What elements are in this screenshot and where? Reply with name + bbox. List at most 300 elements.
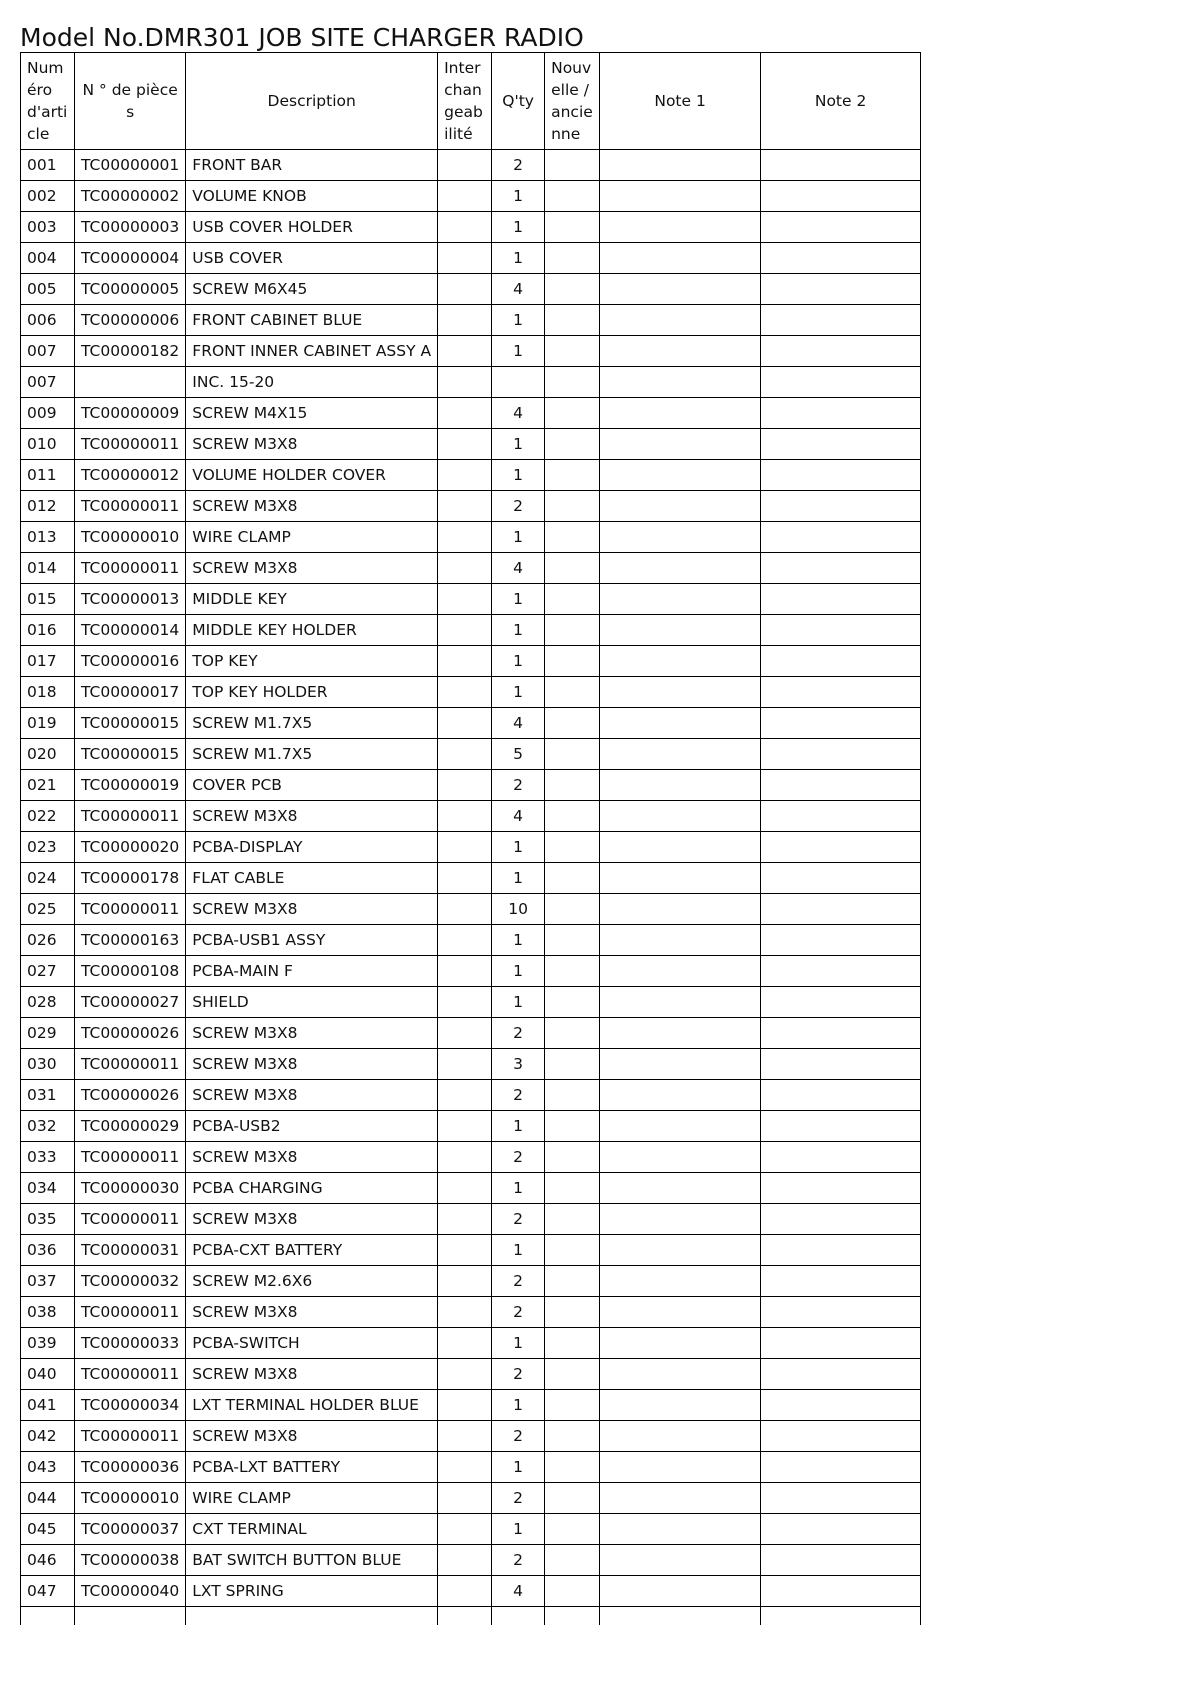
cell-description: SCREW M3X8	[186, 1297, 438, 1328]
cell-interchangeability	[438, 1452, 492, 1483]
cell-quantity: 5	[492, 739, 545, 770]
cell-new-old	[545, 584, 600, 615]
cell-part-number: TC00000015	[75, 708, 186, 739]
cell-item-number: 004	[21, 243, 75, 274]
cell-quantity: 1	[492, 925, 545, 956]
cell-item-number: 006	[21, 305, 75, 336]
cell-quantity: 1	[492, 1235, 545, 1266]
cell-note-2	[761, 305, 921, 336]
cell-part-number: TC00000001	[75, 150, 186, 181]
cell-part-number: TC00000011	[75, 801, 186, 832]
cell-interchangeability	[438, 646, 492, 677]
cell-item-number: 012	[21, 491, 75, 522]
cell-interchangeability	[438, 1545, 492, 1576]
cell-item-number: 005	[21, 274, 75, 305]
cell-item-number: 009	[21, 398, 75, 429]
cell-new-old	[545, 1359, 600, 1390]
cell-item-number: 022	[21, 801, 75, 832]
cell-description: SCREW M1.7X5	[186, 739, 438, 770]
cell-description: WIRE CLAMP	[186, 1483, 438, 1514]
cell-note-1	[600, 925, 761, 956]
cell-description: LXT TERMINAL HOLDER BLUE	[186, 1390, 438, 1421]
cell-item-number: 019	[21, 708, 75, 739]
cell-item-number: 031	[21, 1080, 75, 1111]
cell-item-number: 018	[21, 677, 75, 708]
cell-quantity: 1	[492, 181, 545, 212]
cell-note-1	[600, 1576, 761, 1607]
empty-cell	[600, 1607, 761, 1626]
empty-cell	[21, 1607, 75, 1626]
cell-quantity: 2	[492, 491, 545, 522]
cell-note-1	[600, 832, 761, 863]
cell-new-old	[545, 739, 600, 770]
cell-quantity: 1	[492, 956, 545, 987]
cell-note-2	[761, 1173, 921, 1204]
cell-description: FRONT INNER CABINET ASSY A	[186, 336, 438, 367]
cell-note-2	[761, 1080, 921, 1111]
cell-new-old	[545, 398, 600, 429]
cell-description: WIRE CLAMP	[186, 522, 438, 553]
table-row	[21, 1235, 921, 1266]
cell-description: TOP KEY HOLDER	[186, 677, 438, 708]
cell-note-1	[600, 460, 761, 491]
cell-note-1	[600, 1049, 761, 1080]
cell-note-2	[761, 956, 921, 987]
cell-new-old	[545, 708, 600, 739]
cell-item-number: 024	[21, 863, 75, 894]
cell-new-old	[545, 1080, 600, 1111]
cell-note-1	[600, 1452, 761, 1483]
cell-item-number: 033	[21, 1142, 75, 1173]
cell-item-number: 026	[21, 925, 75, 956]
cell-part-number: TC00000005	[75, 274, 186, 305]
cell-quantity: 1	[492, 429, 545, 460]
cell-part-number: TC00000040	[75, 1576, 186, 1607]
cell-note-1	[600, 1204, 761, 1235]
cell-note-2	[761, 770, 921, 801]
cell-part-number: TC00000004	[75, 243, 186, 274]
table-row	[21, 305, 921, 336]
cell-quantity: 2	[492, 1359, 545, 1390]
cell-new-old	[545, 1142, 600, 1173]
cell-quantity	[492, 367, 545, 398]
cell-item-number: 014	[21, 553, 75, 584]
table-row	[21, 1421, 921, 1452]
cell-note-1	[600, 1359, 761, 1390]
cell-new-old	[545, 553, 600, 584]
cell-part-number: TC00000036	[75, 1452, 186, 1483]
table-row	[21, 1452, 921, 1483]
cell-description: SCREW M1.7X5	[186, 708, 438, 739]
cell-part-number: TC00000011	[75, 553, 186, 584]
table-row	[21, 1576, 921, 1607]
cell-interchangeability	[438, 1576, 492, 1607]
cell-item-number: 041	[21, 1390, 75, 1421]
cell-note-1	[600, 1421, 761, 1452]
cell-interchangeability	[438, 801, 492, 832]
cell-part-number: TC00000037	[75, 1514, 186, 1545]
cell-item-number: 047	[21, 1576, 75, 1607]
cell-note-2	[761, 1328, 921, 1359]
cell-part-number: TC00000182	[75, 336, 186, 367]
cell-quantity: 1	[492, 584, 545, 615]
cell-part-number: TC00000003	[75, 212, 186, 243]
cell-interchangeability	[438, 739, 492, 770]
cell-description: SCREW M2.6X6	[186, 1266, 438, 1297]
cell-note-2	[761, 1018, 921, 1049]
cell-quantity: 1	[492, 1328, 545, 1359]
cell-quantity: 2	[492, 1545, 545, 1576]
cell-part-number: TC00000014	[75, 615, 186, 646]
table-row	[21, 1111, 921, 1142]
cell-item-number: 025	[21, 894, 75, 925]
cell-note-1	[600, 956, 761, 987]
table-row	[21, 336, 921, 367]
cell-interchangeability	[438, 894, 492, 925]
table-row	[21, 1483, 921, 1514]
cell-quantity: 2	[492, 1080, 545, 1111]
table-row	[21, 1297, 921, 1328]
cell-interchangeability	[438, 398, 492, 429]
cell-interchangeability	[438, 1049, 492, 1080]
cell-item-number: 032	[21, 1111, 75, 1142]
table-row	[21, 646, 921, 677]
cell-note-2	[761, 1111, 921, 1142]
cell-interchangeability	[438, 925, 492, 956]
cell-interchangeability	[438, 1390, 492, 1421]
cell-description: SCREW M3X8	[186, 491, 438, 522]
cell-description: SCREW M3X8	[186, 801, 438, 832]
cell-note-1	[600, 1111, 761, 1142]
cell-note-2	[761, 1514, 921, 1545]
cell-interchangeability	[438, 832, 492, 863]
cell-note-1	[600, 615, 761, 646]
cell-part-number: TC00000020	[75, 832, 186, 863]
cell-quantity: 2	[492, 770, 545, 801]
parts-table	[20, 52, 921, 1625]
cell-note-2	[761, 832, 921, 863]
cell-note-2	[761, 181, 921, 212]
cell-note-1	[600, 739, 761, 770]
cell-note-2	[761, 491, 921, 522]
cell-new-old	[545, 243, 600, 274]
cell-description: PCBA-CXT BATTERY	[186, 1235, 438, 1266]
table-row	[21, 801, 921, 832]
table-row	[21, 863, 921, 894]
cell-note-1	[600, 646, 761, 677]
cell-new-old	[545, 1421, 600, 1452]
cell-new-old	[545, 305, 600, 336]
cell-quantity: 1	[492, 1173, 545, 1204]
cell-new-old	[545, 832, 600, 863]
cell-quantity: 2	[492, 1266, 545, 1297]
cell-note-2	[761, 646, 921, 677]
cell-note-2	[761, 1142, 921, 1173]
cell-note-1	[600, 1018, 761, 1049]
table-row	[21, 832, 921, 863]
cell-description: SCREW M3X8	[186, 1204, 438, 1235]
cell-interchangeability	[438, 336, 492, 367]
cell-interchangeability	[438, 429, 492, 460]
cell-quantity: 1	[492, 243, 545, 274]
cell-item-number: 007	[21, 367, 75, 398]
cell-note-1	[600, 1514, 761, 1545]
cell-item-number: 007	[21, 336, 75, 367]
cell-quantity: 10	[492, 894, 545, 925]
cell-note-2	[761, 1235, 921, 1266]
cell-part-number: TC00000011	[75, 1049, 186, 1080]
cell-description: INC. 15-20	[186, 367, 438, 398]
cell-interchangeability	[438, 181, 492, 212]
cell-note-2	[761, 1483, 921, 1514]
cell-interchangeability	[438, 305, 492, 336]
cell-interchangeability	[438, 491, 492, 522]
empty-cell	[438, 1607, 492, 1626]
cell-description: SCREW M3X8	[186, 1359, 438, 1390]
cell-part-number: TC00000033	[75, 1328, 186, 1359]
cell-part-number: TC00000032	[75, 1266, 186, 1297]
cell-interchangeability	[438, 274, 492, 305]
table-row	[21, 274, 921, 305]
cell-part-number: TC00000038	[75, 1545, 186, 1576]
cell-interchangeability	[438, 863, 492, 894]
table-row	[21, 1514, 921, 1545]
cell-part-number: TC00000029	[75, 1111, 186, 1142]
cell-description: FRONT CABINET BLUE	[186, 305, 438, 336]
cell-part-number: TC00000030	[75, 1173, 186, 1204]
cell-new-old	[545, 770, 600, 801]
cell-note-2	[761, 367, 921, 398]
table-header-row	[21, 53, 921, 150]
cell-new-old	[545, 336, 600, 367]
cell-quantity: 2	[492, 1421, 545, 1452]
table-row	[21, 429, 921, 460]
cell-note-2	[761, 243, 921, 274]
col-header-note-2: Note 2	[761, 53, 921, 150]
cell-new-old	[545, 429, 600, 460]
table-row	[21, 460, 921, 491]
cell-new-old	[545, 615, 600, 646]
cell-description: SHIELD	[186, 987, 438, 1018]
table-row	[21, 708, 921, 739]
cell-new-old	[545, 1266, 600, 1297]
table-row	[21, 1266, 921, 1297]
empty-cell	[75, 1607, 186, 1626]
cell-note-2	[761, 1266, 921, 1297]
cell-item-number: 039	[21, 1328, 75, 1359]
cell-note-2	[761, 987, 921, 1018]
cell-quantity: 1	[492, 1452, 545, 1483]
cell-part-number: TC00000108	[75, 956, 186, 987]
cell-new-old	[545, 925, 600, 956]
cell-quantity: 2	[492, 1483, 545, 1514]
cell-part-number: TC00000010	[75, 522, 186, 553]
cell-note-1	[600, 677, 761, 708]
cell-item-number: 035	[21, 1204, 75, 1235]
cell-part-number: TC00000013	[75, 584, 186, 615]
cell-note-1	[600, 1235, 761, 1266]
cell-note-2	[761, 1421, 921, 1452]
cell-note-1	[600, 181, 761, 212]
cell-description: FLAT CABLE	[186, 863, 438, 894]
cell-item-number: 023	[21, 832, 75, 863]
col-header-new-old: Nouvelle / ancienne	[545, 53, 600, 150]
cell-item-number: 036	[21, 1235, 75, 1266]
cell-note-2	[761, 1576, 921, 1607]
cell-item-number: 001	[21, 150, 75, 181]
cell-new-old	[545, 1049, 600, 1080]
cell-part-number: TC00000178	[75, 863, 186, 894]
cell-description: CXT TERMINAL	[186, 1514, 438, 1545]
cell-interchangeability	[438, 987, 492, 1018]
cell-quantity: 1	[492, 522, 545, 553]
cell-new-old	[545, 460, 600, 491]
cell-new-old	[545, 1514, 600, 1545]
cell-note-1	[600, 243, 761, 274]
cell-note-2	[761, 1049, 921, 1080]
cell-new-old	[545, 894, 600, 925]
cell-description: SCREW M6X45	[186, 274, 438, 305]
cell-note-1	[600, 522, 761, 553]
table-row	[21, 491, 921, 522]
cell-interchangeability	[438, 1514, 492, 1545]
table-row	[21, 584, 921, 615]
cell-part-number: TC00000011	[75, 1359, 186, 1390]
cell-quantity: 2	[492, 150, 545, 181]
cell-part-number: TC00000011	[75, 1421, 186, 1452]
cell-quantity: 1	[492, 646, 545, 677]
cell-item-number: 042	[21, 1421, 75, 1452]
cell-note-2	[761, 1359, 921, 1390]
cell-note-2	[761, 925, 921, 956]
cell-description: USB COVER HOLDER	[186, 212, 438, 243]
cell-quantity: 1	[492, 1111, 545, 1142]
cell-description: SCREW M3X8	[186, 429, 438, 460]
table-row	[21, 522, 921, 553]
table-row-partial	[21, 1607, 921, 1626]
cell-new-old	[545, 1390, 600, 1421]
table-row	[21, 770, 921, 801]
cell-part-number: TC00000019	[75, 770, 186, 801]
cell-note-2	[761, 1545, 921, 1576]
page-title: Model No.DMR301 JOB SITE CHARGER RADIO	[20, 23, 584, 52]
cell-interchangeability	[438, 212, 492, 243]
cell-new-old	[545, 801, 600, 832]
cell-part-number: TC00000011	[75, 429, 186, 460]
cell-new-old	[545, 956, 600, 987]
cell-note-2	[761, 274, 921, 305]
cell-new-old	[545, 212, 600, 243]
empty-cell	[492, 1607, 545, 1626]
cell-interchangeability	[438, 615, 492, 646]
cell-description: MIDDLE KEY	[186, 584, 438, 615]
cell-note-1	[600, 1266, 761, 1297]
cell-note-1	[600, 150, 761, 181]
cell-part-number: TC00000010	[75, 1483, 186, 1514]
cell-item-number: 017	[21, 646, 75, 677]
cell-part-number: TC00000011	[75, 1297, 186, 1328]
parts-table-body	[21, 150, 921, 1626]
cell-new-old	[545, 1297, 600, 1328]
cell-interchangeability	[438, 1297, 492, 1328]
cell-new-old	[545, 1235, 600, 1266]
cell-item-number: 040	[21, 1359, 75, 1390]
cell-note-1	[600, 1483, 761, 1514]
table-row	[21, 1359, 921, 1390]
cell-quantity: 2	[492, 1018, 545, 1049]
empty-cell	[545, 1607, 600, 1626]
table-row	[21, 1018, 921, 1049]
cell-interchangeability	[438, 1142, 492, 1173]
table-row	[21, 615, 921, 646]
cell-interchangeability	[438, 150, 492, 181]
cell-quantity: 2	[492, 1204, 545, 1235]
cell-note-2	[761, 1452, 921, 1483]
col-header-quantity: Q'ty	[492, 53, 545, 150]
cell-item-number: 028	[21, 987, 75, 1018]
cell-new-old	[545, 367, 600, 398]
table-row	[21, 212, 921, 243]
cell-interchangeability	[438, 770, 492, 801]
cell-note-2	[761, 398, 921, 429]
table-row	[21, 956, 921, 987]
cell-part-number: TC00000031	[75, 1235, 186, 1266]
cell-description: SCREW M4X15	[186, 398, 438, 429]
cell-quantity: 1	[492, 615, 545, 646]
cell-part-number: TC00000017	[75, 677, 186, 708]
cell-description: LXT SPRING	[186, 1576, 438, 1607]
table-row	[21, 243, 921, 274]
cell-interchangeability	[438, 367, 492, 398]
cell-interchangeability	[438, 1080, 492, 1111]
table-row	[21, 398, 921, 429]
cell-interchangeability	[438, 1235, 492, 1266]
table-row	[21, 925, 921, 956]
cell-item-number: 002	[21, 181, 75, 212]
cell-description: COVER PCB	[186, 770, 438, 801]
cell-note-1	[600, 553, 761, 584]
cell-description: SCREW M3X8	[186, 1018, 438, 1049]
cell-item-number: 021	[21, 770, 75, 801]
table-row	[21, 987, 921, 1018]
cell-note-1	[600, 1297, 761, 1328]
cell-item-number: 030	[21, 1049, 75, 1080]
cell-note-1	[600, 367, 761, 398]
cell-quantity: 1	[492, 336, 545, 367]
cell-item-number: 037	[21, 1266, 75, 1297]
cell-quantity: 1	[492, 987, 545, 1018]
cell-new-old	[545, 677, 600, 708]
table-row	[21, 1328, 921, 1359]
cell-item-number: 010	[21, 429, 75, 460]
cell-note-2	[761, 677, 921, 708]
cell-quantity: 1	[492, 212, 545, 243]
cell-new-old	[545, 1204, 600, 1235]
cell-note-1	[600, 1142, 761, 1173]
cell-description: VOLUME HOLDER COVER	[186, 460, 438, 491]
cell-item-number: 029	[21, 1018, 75, 1049]
cell-note-1	[600, 336, 761, 367]
cell-part-number: TC00000026	[75, 1018, 186, 1049]
cell-new-old	[545, 1111, 600, 1142]
cell-description: PCBA-USB2	[186, 1111, 438, 1142]
cell-interchangeability	[438, 584, 492, 615]
cell-part-number: TC00000012	[75, 460, 186, 491]
cell-part-number: TC00000011	[75, 894, 186, 925]
cell-new-old	[545, 491, 600, 522]
cell-quantity: 4	[492, 1576, 545, 1607]
cell-description: PCBA-LXT BATTERY	[186, 1452, 438, 1483]
